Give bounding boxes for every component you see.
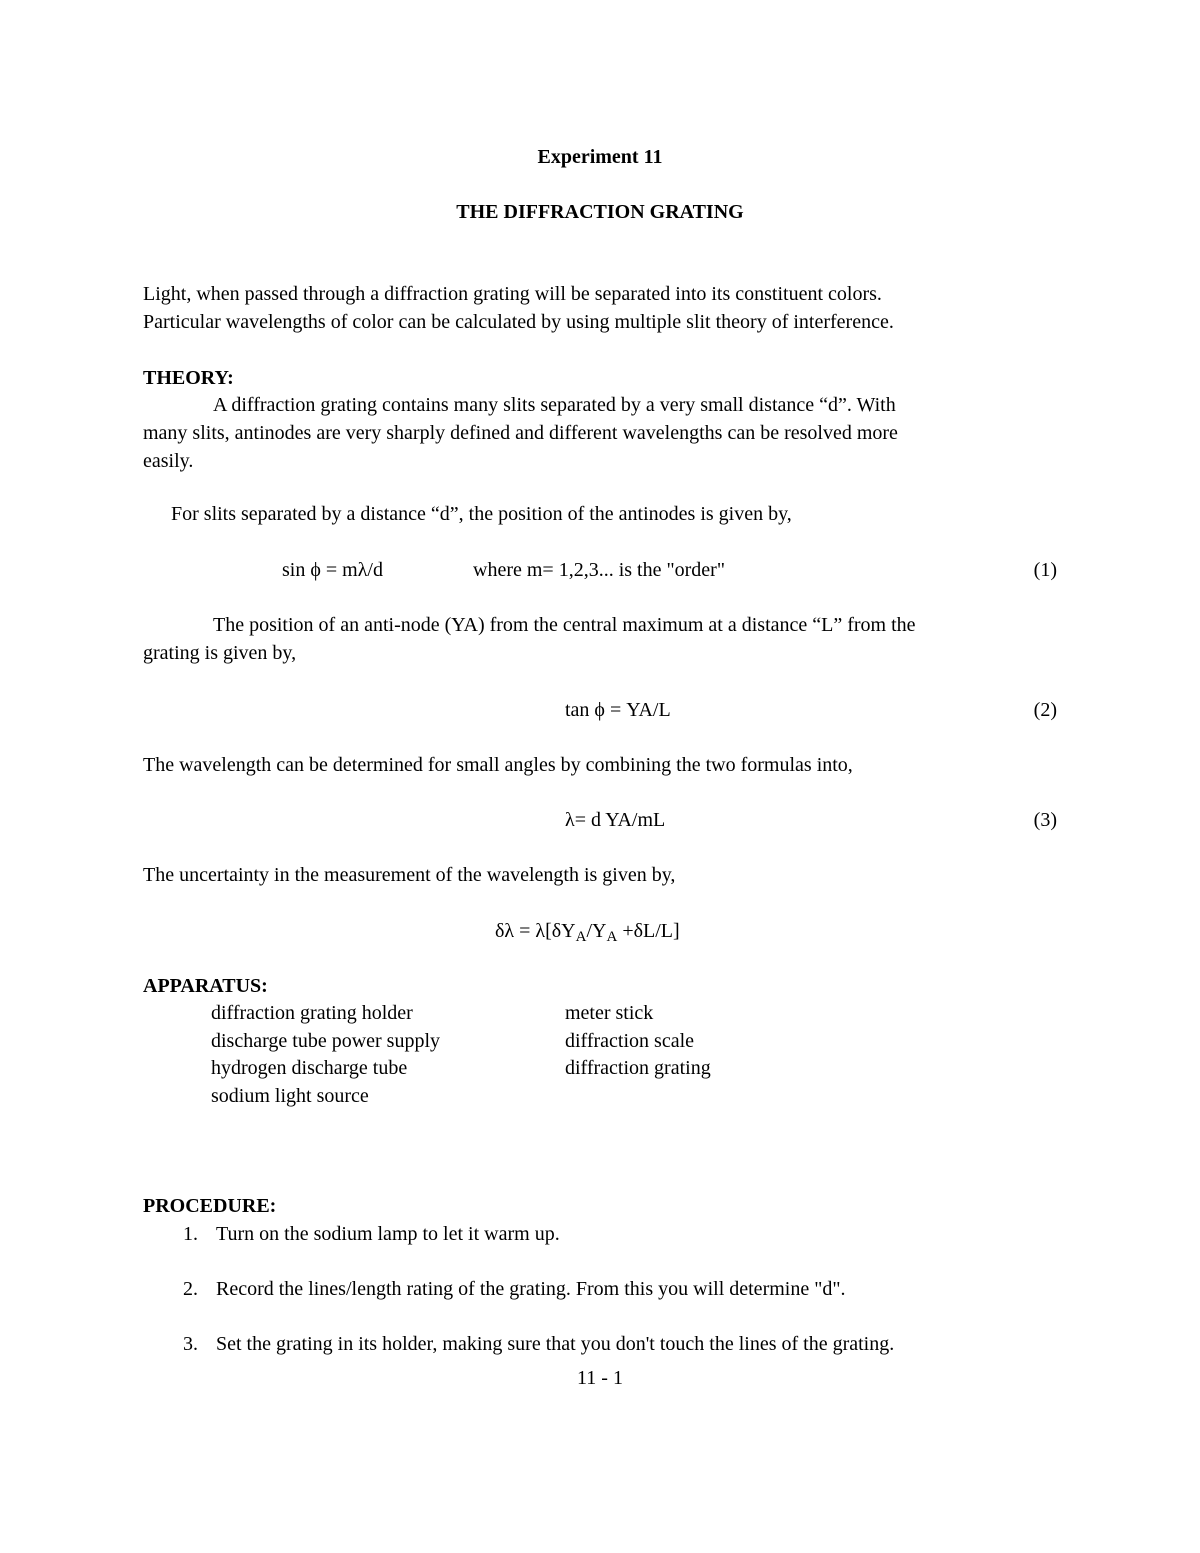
equation-1-note: where m= 1,2,3... is the "order" [473, 559, 725, 581]
equation-3-number: (3) [1033, 809, 1057, 831]
equation-2-number: (2) [1033, 699, 1057, 721]
equation-1: sin ϕ = mλ/d [282, 559, 383, 581]
apparatus-item: diffraction scale [565, 1030, 695, 1052]
theory-heading: THEORY: [143, 367, 234, 389]
equation-4 [495, 917, 680, 945]
equation-1-number: (1) [1033, 559, 1057, 581]
equation-4-part: δλ = λ[δY [495, 920, 576, 942]
equation-4-part: /Y [586, 920, 607, 942]
intro-line-2: Particular wavelengths of color can be calculated by using multiple slit theory of interference. [143, 311, 894, 333]
theory-paragraph-line: The wavelength can be determined for small angles by combining the two formulas into, [143, 754, 853, 776]
theory-paragraph-line: grating is given by, [143, 642, 297, 664]
procedure-step-text: Record the lines/length rating of the grating. From this you will determine "d". [216, 1278, 846, 1300]
theory-paragraph-line: The uncertainty in the measurement of the wavelength is given by, [143, 864, 676, 886]
equation-3: λ= d YA/mL [565, 809, 666, 831]
equation-4-part: +δL/L] [617, 920, 680, 942]
theory-paragraph-line: many slits, antinodes are very sharply defined and different wavelengths can be resolved more [143, 422, 898, 444]
intro-line-1: Light, when passed through a diffraction grating will be separated into its constituent colors. [143, 283, 882, 305]
theory-paragraph-line: easily. [143, 450, 194, 472]
apparatus-heading: APPARATUS: [143, 975, 268, 997]
experiment-number: Experiment 11 [537, 146, 663, 168]
procedure-heading: PROCEDURE: [143, 1195, 277, 1217]
procedure-step-number: 3. [183, 1333, 198, 1355]
procedure-step-text: Set the grating in its holder, making sure that you don't touch the lines of the grating. [216, 1333, 895, 1355]
apparatus-item: diffraction grating [565, 1057, 711, 1079]
procedure-step-text: Turn on the sodium lamp to let it warm up. [216, 1223, 560, 1245]
theory-paragraph-line: A diffraction grating contains many slits separated by a very small distance “d”. With [213, 394, 896, 416]
theory-paragraph-line: The position of an anti-node (YA) from the central maximum at a distance “L” from the [213, 614, 916, 636]
apparatus-item: sodium light source [211, 1085, 369, 1107]
apparatus-item: diffraction grating holder [211, 1002, 413, 1024]
equation-4-subscript: A [575, 929, 587, 945]
apparatus-item: discharge tube power supply [211, 1030, 441, 1052]
equation-4-subscript: A [606, 929, 618, 945]
page-title: THE DIFFRACTION GRATING [456, 201, 744, 223]
procedure-step-number: 2. [183, 1278, 198, 1300]
theory-paragraph-line: For slits separated by a distance “d”, the position of the antinodes is given by, [171, 503, 792, 525]
equation-2: tan ϕ = YA/L [565, 699, 671, 721]
page-number: 11 - 1 [577, 1367, 623, 1389]
apparatus-item: hydrogen discharge tube [211, 1057, 408, 1079]
apparatus-item: meter stick [565, 1002, 654, 1024]
procedure-step-number: 1. [183, 1223, 198, 1245]
